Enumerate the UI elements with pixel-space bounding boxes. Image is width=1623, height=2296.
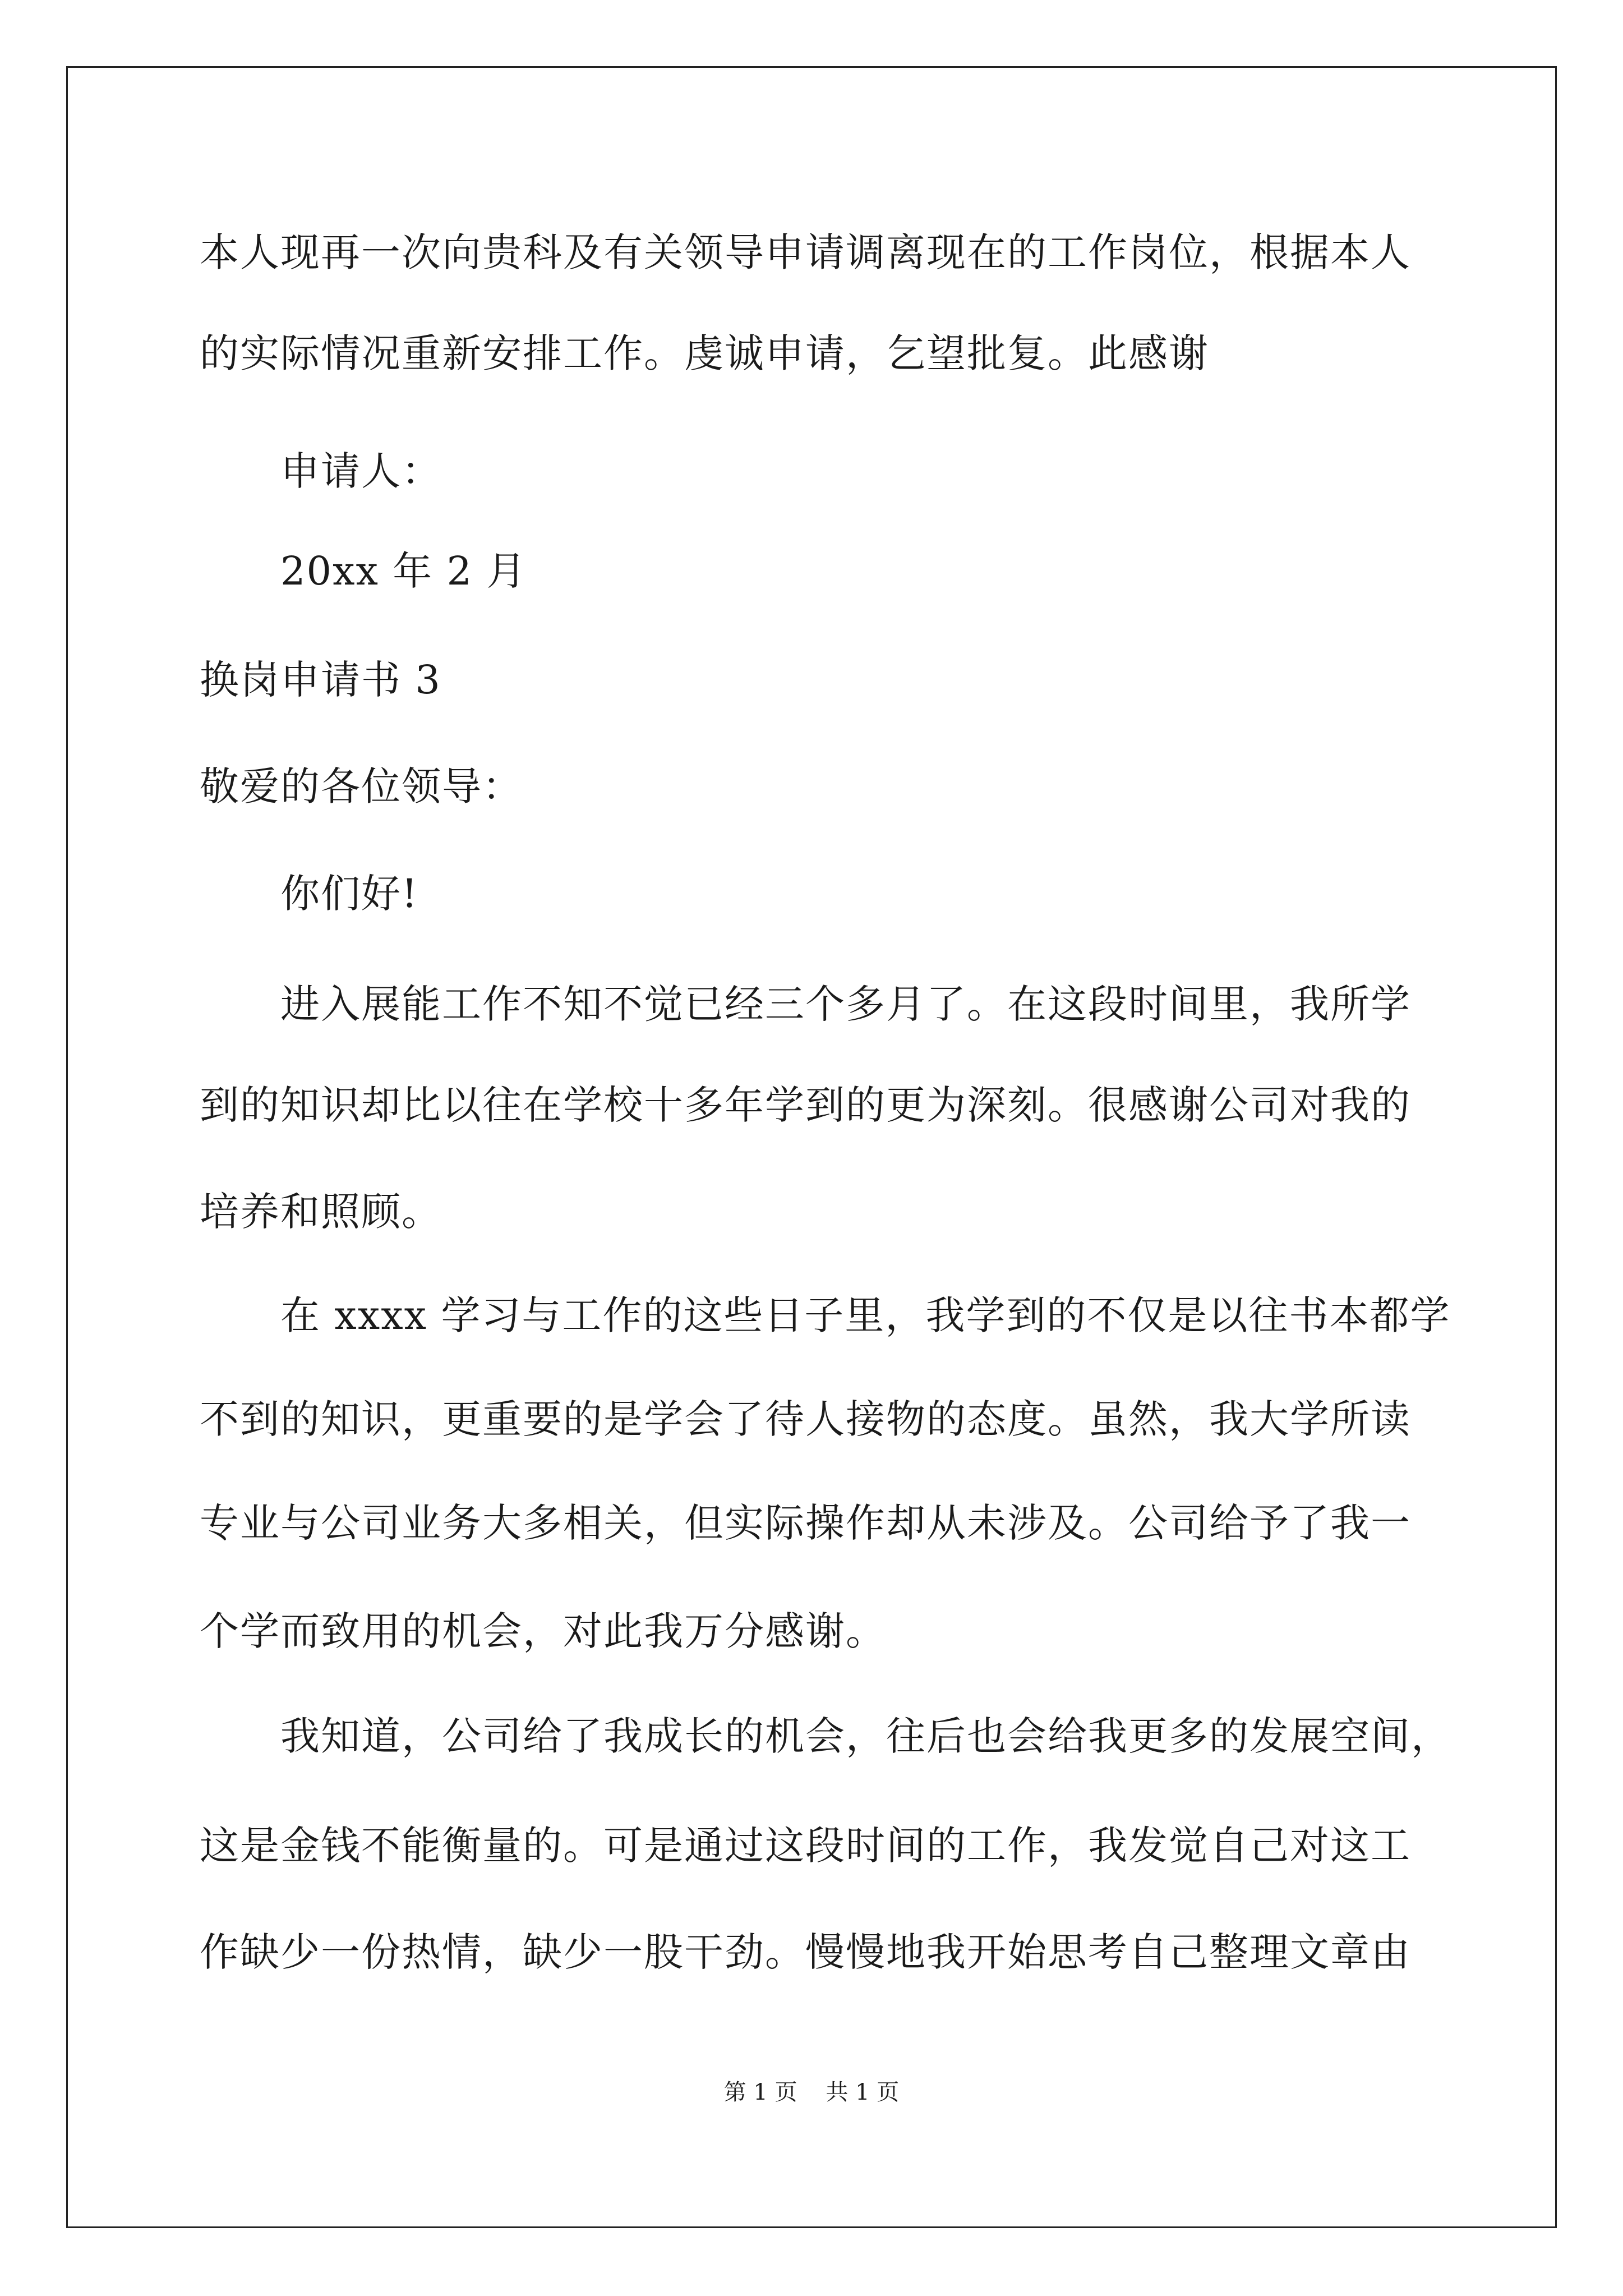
paragraph-2-line-4: 个学而致用的机会，对此我万分感谢。 bbox=[200, 1608, 886, 1654]
greeting: 你们好! bbox=[280, 871, 419, 917]
body-line-2: 的实际情况重新安排工作。虔诚申请，乞望批复。此感谢 bbox=[200, 330, 1209, 376]
paragraph-2-line-2: 不到的知识，更重要的是学会了待人接物的态度。虽然，我大学所读 bbox=[200, 1396, 1411, 1442]
applicant-line: 申请人： bbox=[280, 448, 442, 494]
page-border bbox=[66, 66, 1557, 2228]
paragraph-2-line-3: 专业与公司业务大多相关，但实际操作却从未涉及。公司给予了我一 bbox=[200, 1500, 1411, 1546]
page-footer: 第 1 页 共 1 页 bbox=[723, 2079, 900, 2105]
salutation: 敬爱的各位领导： bbox=[200, 763, 523, 809]
paragraph-3-line-3: 作缺少一份热情，缺少一股干劲。慢慢地我开始思考自己整理文章由 bbox=[200, 1929, 1411, 1975]
paragraph-3-line-1: 我知道，公司给了我成长的机会，往后也会给我更多的发展空间， bbox=[280, 1713, 1451, 1759]
paragraph-1-line-1: 进入展能工作不知不觉已经三个多月了。在这段时间里，我所学 bbox=[280, 981, 1411, 1027]
section-title: 换岗申请书 3 bbox=[200, 657, 441, 703]
paragraph-3-line-2: 这是金钱不能衡量的。可是通过这段时间的工作，我发觉自己对这工 bbox=[200, 1823, 1411, 1869]
paragraph-1-line-3: 培养和照顾。 bbox=[200, 1189, 442, 1235]
body-line-1: 本人现再一次向贵科及有关领导申请调离现在的工作岗位，根据本人 bbox=[200, 229, 1411, 275]
date-line: 20xx 年 2 月 bbox=[280, 548, 527, 594]
paragraph-2-line-1: 在 xxxx 学习与工作的这些日子里，我学到的不仅是以往书本都学 bbox=[280, 1292, 1451, 1338]
paragraph-1-line-2: 到的知识却比以往在学校十多年学到的更为深刻。很感谢公司对我的 bbox=[200, 1082, 1411, 1128]
